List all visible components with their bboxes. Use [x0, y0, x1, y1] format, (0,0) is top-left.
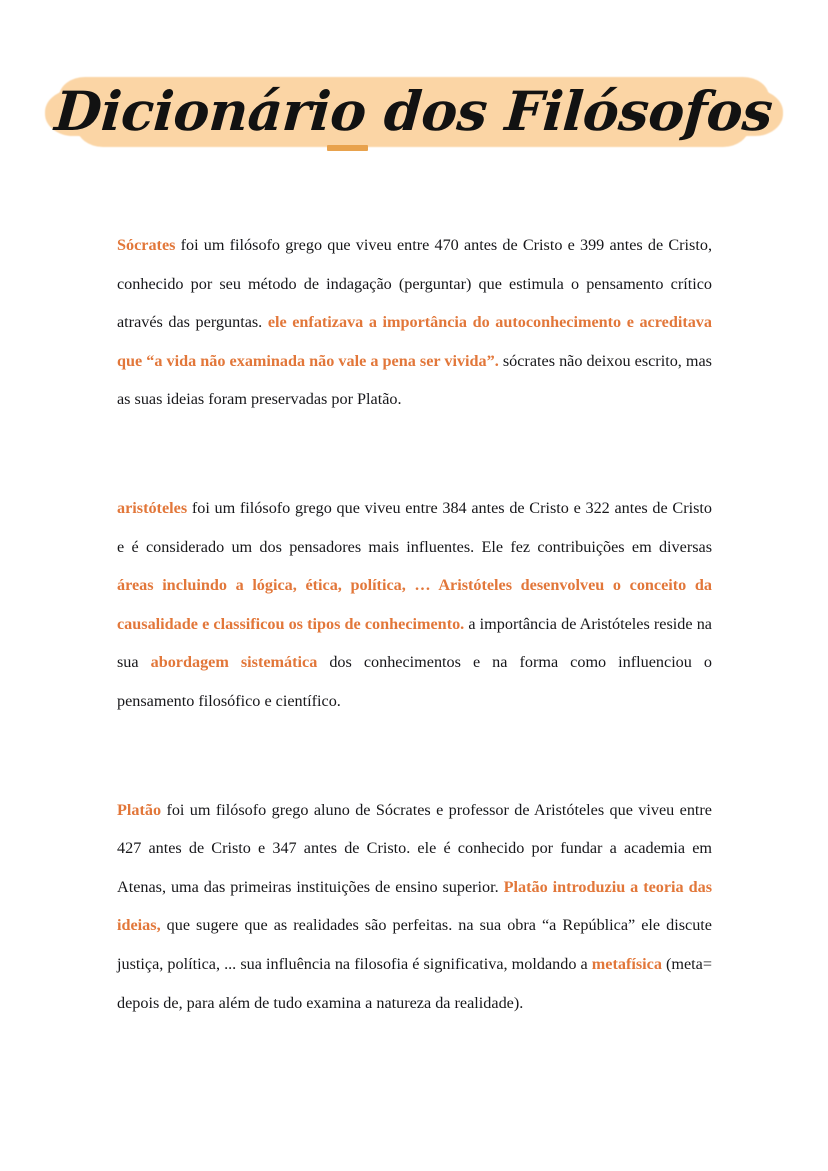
- highlighted-text-run: aristóteles: [117, 498, 188, 517]
- body-text-run: foi um filósofo grego que viveu entre 470 antes de Cristo e 399 antes de Cristo, conhecido por seu método de indagação (perguntar) que estimula o pensamento crítico através das perguntas.: [117, 236, 712, 332]
- body-text-run: (meta= depois de, para além de tudo examina a natureza da realidade).: [117, 954, 712, 1012]
- body-text-run: foi um filósofo grego aluno de Sócrates e professor de Aristóteles que viveu entre 427 antes de Cristo e 347 antes de Cristo. ele é conhecido por fundar a academia em Atenas, uma das primeiras instituições de ensino superior.: [117, 800, 712, 896]
- paragraph-platao: [117, 791, 712, 1023]
- paragraph-socrates: [117, 226, 712, 419]
- body-text-run: dos conhecimentos e na forma como influenciou o pensamento filosófico e científico.: [117, 653, 712, 710]
- highlighted-text-run: Platão introduziu a teoria das ideias,: [117, 877, 712, 935]
- title-wrapper: [53, 79, 775, 143]
- highlighted-text-run: Sócrates: [117, 236, 176, 254]
- highlighted-text-run: ele enfatizava a importância do autoconhecimento e acreditava que “a vida não examinada não vale a pena ser vivida”.: [117, 313, 712, 370]
- paragraph-aristoteles: [117, 489, 712, 721]
- document-title-block: [0, 79, 828, 184]
- page-title: Dicionário dos Filósofos: [53, 79, 775, 143]
- highlighted-text-run: áreas incluindo a lógica, ética, política, … Aristóteles desenvolveu o conceito da causalidade e classificou os tipos de conhecimento.: [117, 576, 712, 633]
- body-text-run: a importância de Aristóteles reside na sua: [117, 614, 712, 672]
- highlighted-text-run: metafísica: [591, 954, 662, 973]
- document-body: [117, 226, 712, 1022]
- body-text-run: que sugere que as realidades são perfeitas. na sua obra “a República” ele discute justiça, política, ... sua influência na filosofia é significativa, moldando a: [117, 916, 712, 973]
- highlighted-text-run: Platão: [117, 800, 162, 819]
- title-underline-accent: [327, 145, 368, 151]
- body-text-run: sócrates não deixou escrito, mas as suas ideias foram preservadas por Platão.: [117, 351, 712, 409]
- body-text-run: foi um filósofo grego que viveu entre 384 antes de Cristo e 322 antes de Cristo e é considerado um dos pensadores mais influentes. Ele fez contribuições em diversas: [117, 498, 712, 556]
- highlighted-text-run: abordagem sistemática: [150, 653, 318, 672]
